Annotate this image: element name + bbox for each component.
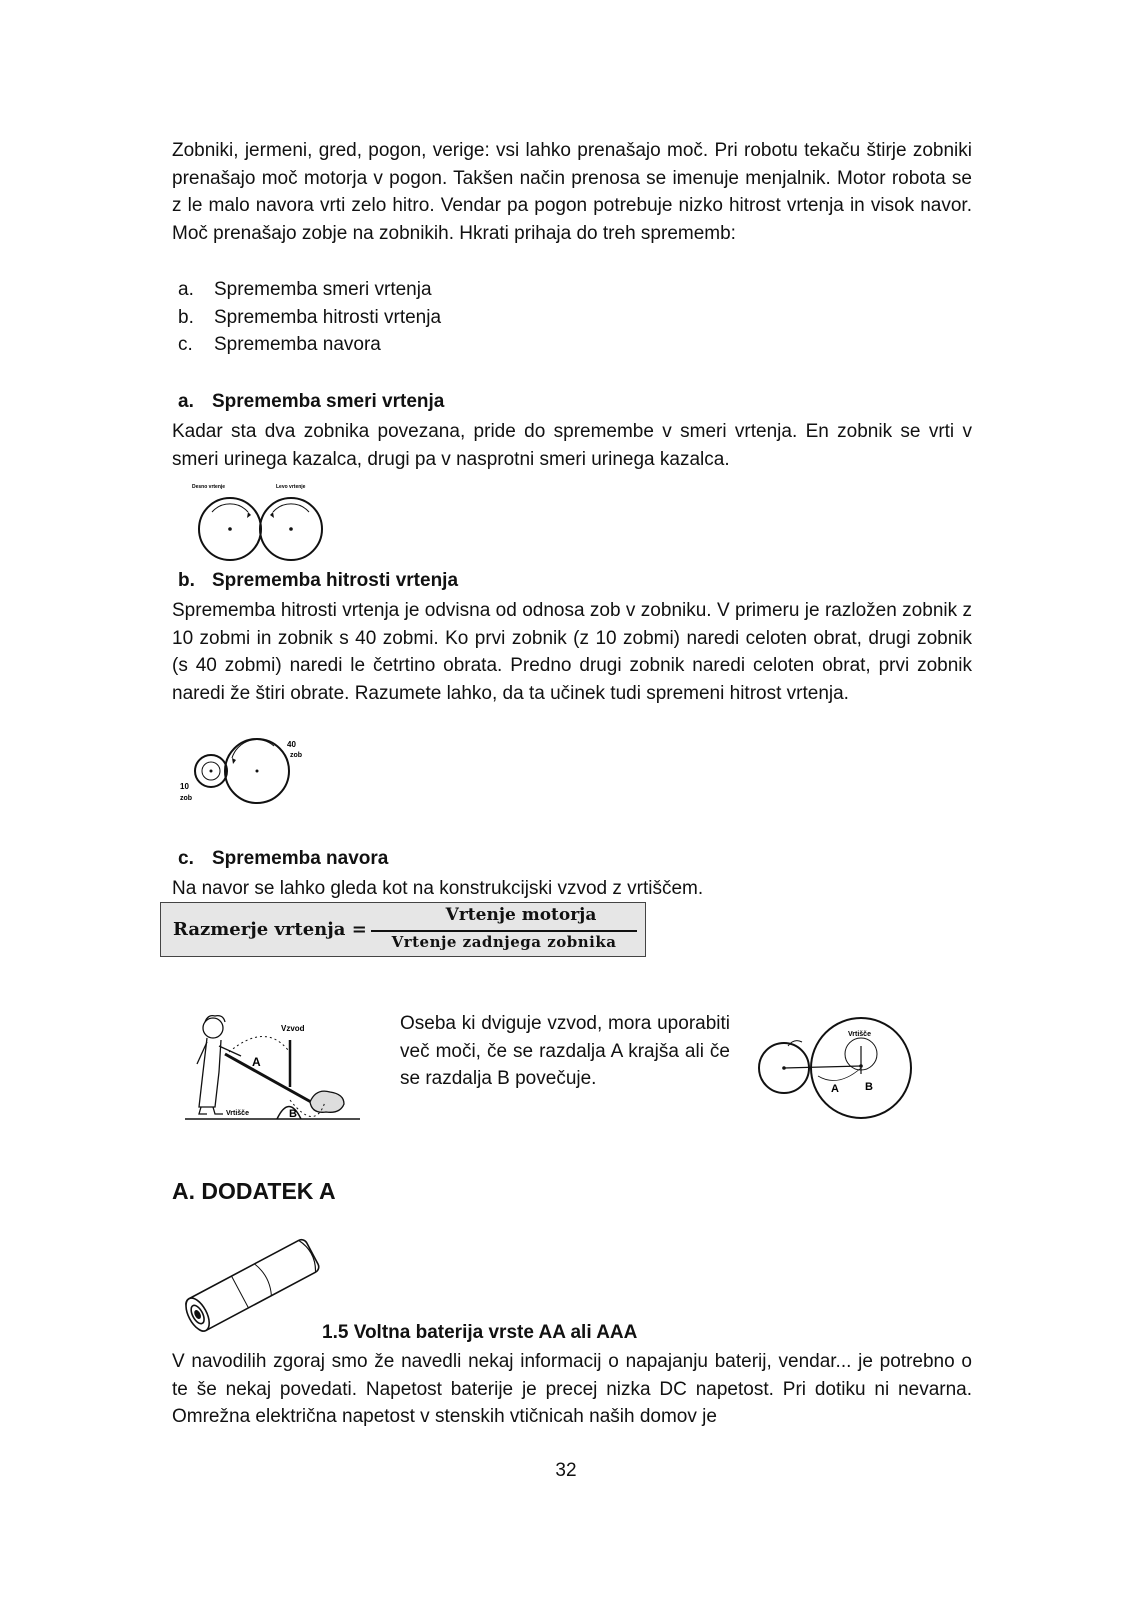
label-left-rotation: Levo vrtenje [276,484,306,490]
rock [310,1091,344,1112]
list-item: a. Sprememba smeri vrtenja [178,279,432,300]
section-a-heading: a. Sprememba smeri vrtenja [178,391,445,412]
label-40: 40 [287,740,296,749]
battery-illustration [176,1232,326,1338]
label-10: 10 [180,782,189,791]
label-b: B [865,1081,873,1093]
speed-gears-figure [178,738,308,808]
section-b-heading: b. Sprememba hitrosti vrtenja [178,570,459,591]
section-a-paragraph: Kadar sta dva zobnika povezana, pride do spremembe v smeri vrtenja. En zobnik se vrti v smeri urinega kazalca, drugi pa v nasprotni smeri urinega kazalca. [172,421,972,470]
section-b-paragraph: Sprememba hitrosti vrtenja je odvisna od odnosa zob v zobniku. V primeru je razložen zobnik z 10 zobmi in zobnik s 40 zobmi. Ko prvi zobnik (z 10 zobmi) naredi celoten obrat, drugi zobnik (s 40 zobmi) naredi le četrtino obrata. Predno drugi zobnik naredi celoten obrat, prvi zobnik naredi že štiri obrate. Razumete lahko, da ta učinek tudi spremeni hitrost vrtenja. [172,600,972,704]
formula-lhs: Razmerje vrtenja = [173,919,367,940]
gear-lever-illustration [758,1016,918,1120]
label-vrtisce: Vrtišče [848,1031,871,1038]
list-item: c. Sprememba navora [178,334,381,356]
formula-denominator: Vrtenje zadnjega zobnika [391,933,617,951]
label-right-rotation: Desno vrtenje [192,484,226,490]
counterclockwise-arrow [273,504,309,512]
lever-illustration [185,1012,360,1127]
direction-gears-figure [190,480,330,562]
label-vrtisce: Vrtišče [226,1110,249,1117]
section-c-heading: c. Sprememba navora [178,848,389,869]
label-a: A [831,1083,839,1095]
label-b: B [289,1108,297,1120]
formula-numerator: Vrtenje motorja [445,905,597,925]
torque-ratio-formula [160,902,646,957]
appendix-paragraph: V navodilih zgoraj smo že navedli nekaj informacij o napajanju baterij, vendar... je potrebno o te še nekaj povedati. Napetost baterije je precej nizka DC napetost. Pri dotiku ni nevarna. Omrežna električna napetost v stenskih vtičnicah naših domov je [172,1351,972,1428]
label-zob-big: zob [290,752,303,759]
section-c-paragraph: Na navor se lahko gleda kot na konstrukcijski vzvod z vrtiščem. [172,878,704,899]
lever-explanation: Oseba ki dviguje vzvod, mora uporabiti več moči, če se razdalja A krajša ali če se razdalja B povečuje. [400,1013,730,1090]
formula-fraction-bar [371,930,637,932]
label-a: A [252,1055,261,1069]
appendix-heading: A. DODATEK A [172,1178,336,1204]
intro-paragraph: Zobniki, jermeni, gred, pogon, verige: vsi lahko prenašajo moč. Pri robotu tekaču štirje zobniki prenašajo moč motorja v pogon. Takšen način prenosa se imenuje menjalnik. Motor robota se z le malo navora vrti zelo hitro. Vendar pa pogon potrebuje nizko hitrost vrtenja in visok navor. Moč prenašajo zobje na zobnikih. Hkrati prihaja do treh sprememb: [172,140,972,244]
list-item: b. Sprememba hitrosti vrtenja [178,306,442,328]
clockwise-arrow [212,504,248,512]
battery-title: 1.5 Voltna baterija vrste AA ali AAA [322,1322,638,1343]
person-figure [197,1016,241,1114]
lever-bar [225,1054,320,1107]
page-number: 32 [555,1460,577,1481]
intro-list [172,276,441,359]
label-vzvod: Vzvod [281,1024,305,1033]
label-zob-small: zob [180,795,193,802]
